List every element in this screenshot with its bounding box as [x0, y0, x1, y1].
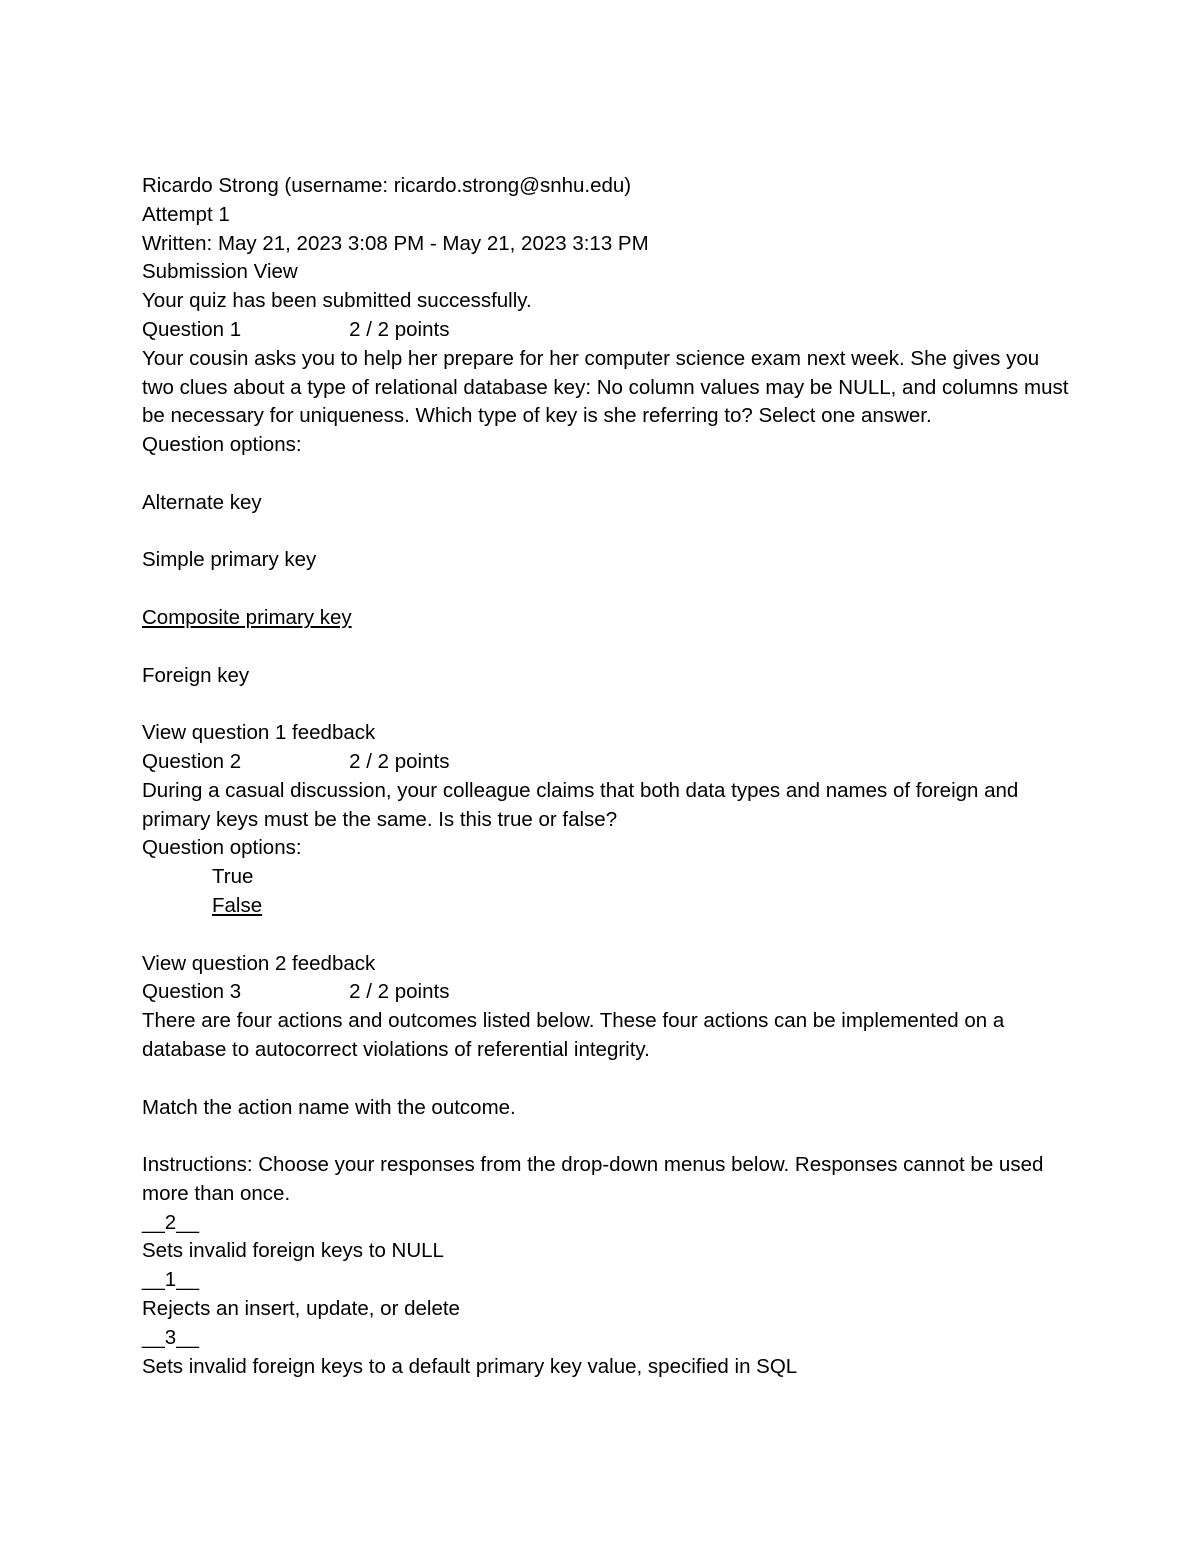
- question-2-options-label: Question options:: [142, 836, 302, 860]
- question-2-header: [142, 748, 1072, 777]
- question-3-prompt: There are four actions and outcomes listed below. These four actions can be implemented on a database to autocorrect violations of referential integrity.: [142, 1009, 1005, 1061]
- question-3-header: [142, 978, 1072, 1007]
- question-3-title: Question 3: [142, 980, 242, 1004]
- question-3-instructions: Instructions: Choose your responses from the drop-down menus below. Responses cannot be used more than once.: [142, 1153, 1044, 1205]
- question-3-match-instruction: Match the action name with the outcome.: [142, 1095, 516, 1119]
- question-3-match-answer[interactable]: __2__: [142, 1210, 200, 1234]
- submission-view-label: Submission View: [142, 260, 298, 284]
- question-1-option[interactable]: Alternate key: [142, 490, 262, 514]
- question-1-title: Question 1: [142, 317, 242, 341]
- question-3-points: 2 / 2 points: [349, 980, 450, 1004]
- question-3-match-answer[interactable]: __1__: [142, 1268, 200, 1292]
- quiz-submission-document: [142, 172, 1072, 1381]
- question-2-feedback-link[interactable]: View question 2 feedback: [142, 951, 376, 975]
- submission-status: Your quiz has been submitted successfully.: [142, 289, 532, 313]
- question-1-options-label: Question options:: [142, 433, 302, 457]
- question-2-option-selected[interactable]: False: [212, 893, 263, 917]
- question-3-match-outcome: Sets invalid foreign keys to a default primary key value, specified in SQL: [142, 1354, 798, 1378]
- question-1-option[interactable]: Foreign key: [142, 663, 250, 687]
- question-1-header: [142, 316, 1072, 345]
- question-1-option-selected[interactable]: Composite primary key: [142, 605, 352, 629]
- question-3-match-outcome: Rejects an insert, update, or delete: [142, 1297, 460, 1321]
- user-line: Ricardo Strong (username: ricardo.strong@snhu.edu): [142, 174, 632, 197]
- question-2-points: 2 / 2 points: [349, 749, 450, 773]
- question-1-prompt: Your cousin asks you to help her prepare for her computer science exam next week. She gives you two clues about a type of relational database key: No column values may be NULL, and columns must be necessary for uniqueness. Which type of key is she referring to? Select one answer.: [142, 346, 1069, 428]
- attempt-label: Attempt 1: [142, 202, 230, 226]
- question-1-points: 2 / 2 points: [349, 317, 450, 341]
- written-timestamp: Written: May 21, 2023 3:08 PM - May 21, 2023 3:13 PM: [142, 231, 649, 255]
- question-3-match-outcome: Sets invalid foreign keys to NULL: [142, 1239, 444, 1263]
- question-3-match-answer[interactable]: __3__: [142, 1325, 200, 1349]
- question-1-feedback-link[interactable]: View question 1 feedback: [142, 721, 376, 745]
- question-1-option[interactable]: Simple primary key: [142, 548, 317, 572]
- question-2-option[interactable]: True: [212, 865, 254, 889]
- question-2-prompt: During a casual discussion, your colleague claims that both data types and names of foreign and primary keys must be the same. Is this true or false?: [142, 778, 1019, 831]
- question-2-title: Question 2: [142, 749, 242, 773]
